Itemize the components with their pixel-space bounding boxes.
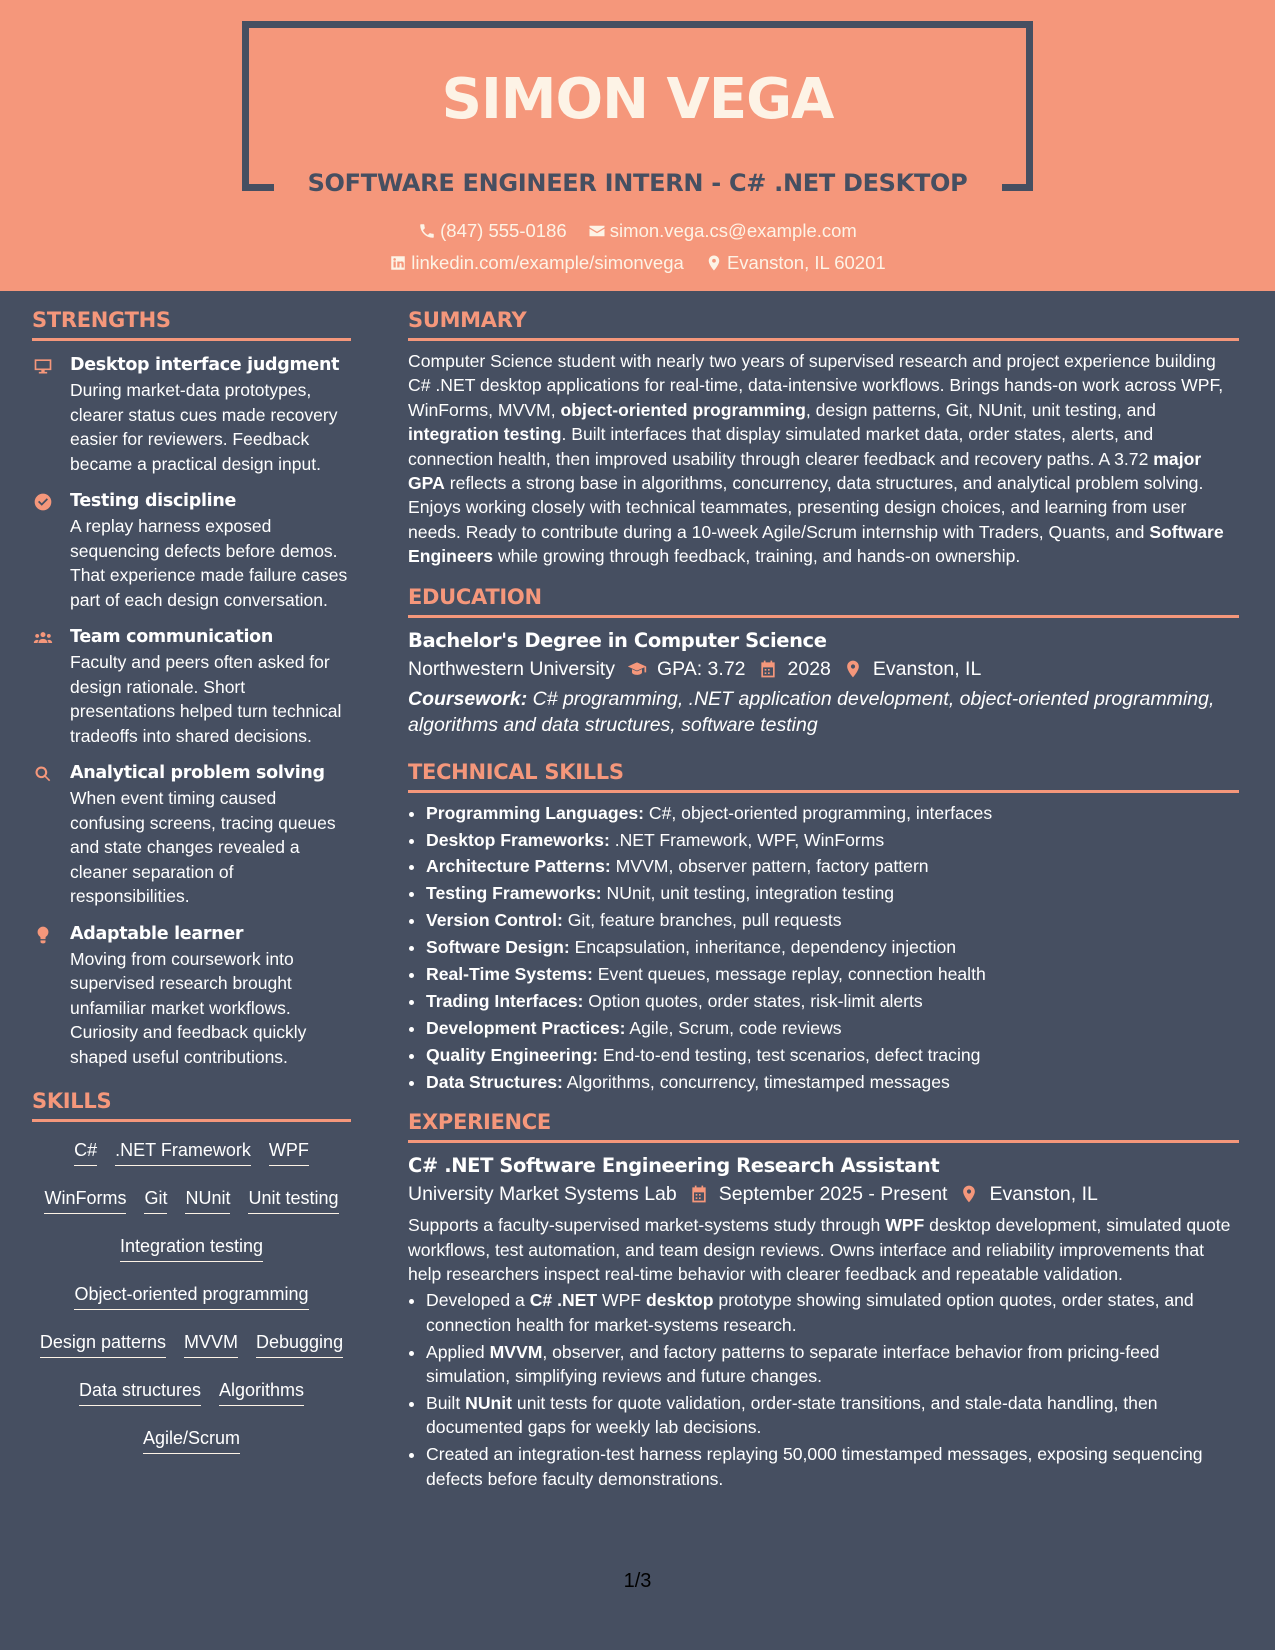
header-frame-right: [1026, 21, 1033, 191]
bold-text: WPF: [885, 1215, 925, 1236]
text-run: Created an integration-test harness replaying 50,000 timestamped messages, exposing sequencing defects before faculty demonstrations.: [426, 1444, 1203, 1489]
page-number: 1/3: [623, 1570, 652, 1592]
job-meta: [408, 1179, 1239, 1209]
coursework-label: Coursework:: [408, 687, 528, 710]
skill-tag: Agile/Scrum: [143, 1426, 240, 1454]
text-run: Applied: [426, 1341, 490, 1362]
skill-category: Data Structures:: [426, 1071, 563, 1092]
education-location: Evanston, IL: [872, 657, 982, 680]
gpa-text: GPA: 3.72: [656, 657, 746, 680]
strength-title: Desktop interface judgment: [70, 355, 340, 375]
map-pin-icon: [705, 254, 723, 272]
bold-text: NUnit: [465, 1392, 513, 1413]
bold-text: C# .NET: [529, 1290, 598, 1311]
list-item: [426, 1070, 1239, 1094]
list-item: [426, 881, 1239, 905]
skill-category: Development Practices:: [426, 1017, 626, 1038]
coursework-text: C# programming, .NET application development, object-oriented programming, algorithms and data structures, software testing: [408, 687, 1215, 736]
education-meta: [408, 654, 1239, 684]
skill-tag: Algorithms: [219, 1378, 304, 1406]
skill-tag: WinForms: [44, 1186, 126, 1214]
skill-category: Real-Time Systems:: [426, 964, 593, 985]
list-item: [426, 1391, 1239, 1440]
candidate-role: SOFTWARE ENGINEER INTERN - C# .NET DESKTOP: [307, 169, 968, 197]
section-divider: [408, 338, 1239, 341]
skill-tag: .NET Framework: [115, 1138, 251, 1166]
text-run: Developed a: [426, 1290, 530, 1311]
skill-tag: Unit testing: [248, 1186, 338, 1214]
strength-title: Analytical problem solving: [70, 763, 325, 783]
text-run: desktop development, simulated quote workflows, test automation, and team design reviews. Owns interface and reliability improvements that help researchers inspect real-time behavior with clearer feedback and repeatable validation.: [408, 1215, 1231, 1284]
strength-text: Faculty and peers often asked for design rationale. Short presentations helped turn technical tradeoffs into shared decisions.: [70, 652, 342, 746]
strengths-section: [32, 306, 351, 1069]
list-item: [426, 801, 1239, 825]
text-run: , design patterns, Git, NUnit, unit testing, and: [805, 399, 1156, 420]
skill-values: NUnit, unit testing, integration testing: [601, 883, 895, 904]
skill-tag: WPF: [269, 1138, 309, 1166]
bold-text: MVVM: [489, 1341, 543, 1362]
skill-values: Git, feature branches, pull requests: [562, 910, 842, 931]
graduation-year: 2028: [787, 657, 831, 680]
job-dates: September 2025 - Present: [718, 1183, 948, 1206]
section-divider: [32, 1119, 351, 1122]
contact-row-1: [0, 219, 1275, 246]
email-icon: [588, 222, 606, 240]
linkedin-text: linkedin.com/example/simonvega: [411, 252, 684, 273]
education-section: [408, 583, 1239, 738]
skill-category: Architecture Patterns:: [426, 856, 611, 877]
section-title: EDUCATION: [408, 584, 542, 609]
skill-values: End-to-end testing, test scenarios, defect tracing: [598, 1044, 981, 1065]
candidate-name: SIMON VEGA: [441, 67, 834, 132]
section-divider: [408, 615, 1239, 618]
text-run: Supports a faculty-supervised market-systems study through: [408, 1215, 886, 1236]
skill-category: Version Control:: [426, 910, 563, 931]
skill-values: Algorithms, concurrency, timestamped messages: [562, 1071, 950, 1092]
skill-tag: Git: [144, 1186, 167, 1214]
strength-text: Moving from coursework into supervised research brought unfamiliar market workflows. Curiosity and feedback quickly shaped useful contributions.: [70, 948, 307, 1067]
strength-text: A replay harness exposed sequencing defects before demos. That experience made failure cases part of each design conversation.: [70, 516, 348, 610]
skill-category: Quality Engineering:: [426, 1044, 599, 1065]
skill-category: Trading Interfaces:: [426, 991, 584, 1011]
list-item: [426, 1288, 1239, 1337]
list-item: [426, 854, 1239, 878]
text-run: , observer, and factory patterns to separate interface behavior from pricing-feed simulation, simplifying reviews and future changes.: [426, 1341, 1160, 1387]
strength-item: [32, 353, 351, 476]
phone-text: (847) 555-0186: [440, 220, 567, 241]
skill-category: Desktop Frameworks:: [426, 829, 610, 850]
left-column: [32, 306, 351, 1468]
skill-tag: C#: [74, 1138, 97, 1166]
skill-tag: Object-oriented programming: [74, 1282, 308, 1310]
technical-skills-list: [408, 801, 1239, 1094]
list-item: [426, 1442, 1239, 1491]
phone-contact[interactable]: [418, 219, 567, 243]
strength-item: [32, 489, 351, 612]
list-item: [426, 1016, 1239, 1040]
strength-item: [32, 625, 351, 748]
check-circle-icon: [32, 492, 54, 512]
map-pin-icon: [959, 1184, 979, 1204]
section-divider: [408, 790, 1239, 793]
text-run: while growing through feedback, training, and hands-on ownership.: [493, 546, 1021, 567]
bold-text: object-oriented programming: [560, 399, 806, 420]
strength-text: When event timing caused confusing screens, tracing queues and state changes revealed a cleaner separation of responsibilities.: [70, 788, 336, 906]
skill-values: Event queues, message replay, connection health: [592, 964, 986, 985]
bold-text: major GPA: [408, 448, 1202, 494]
calendar-icon: [689, 1184, 709, 1204]
skill-values: Option quotes, order states, risk-limit alerts: [583, 991, 923, 1011]
map-pin-icon: [843, 659, 863, 679]
list-item: [426, 908, 1239, 932]
strength-title: Testing discipline: [70, 491, 237, 511]
text-run: Built: [426, 1392, 466, 1413]
job-description: [408, 1213, 1239, 1286]
degree-title: Bachelor's Degree in Computer Science: [408, 628, 827, 652]
section-title: SUMMARY: [408, 308, 527, 332]
job-location: Evanston, IL: [989, 1183, 1098, 1206]
list-item: [426, 989, 1239, 1013]
lightbulb-icon: [32, 925, 54, 945]
strength-title: Adaptable learner: [70, 923, 244, 944]
section-title: SKILLS: [32, 1089, 112, 1113]
experience-section: [408, 1108, 1239, 1491]
list-item: [426, 828, 1239, 852]
bold-text: desktop: [646, 1290, 714, 1311]
graduation-cap-icon: [627, 659, 647, 679]
search-icon: [32, 764, 54, 784]
text-run: unit tests for quote validation, order-state transitions, and stale-data handling, then documented gaps for weekly lab decisions.: [426, 1392, 1158, 1438]
skill-values: C#, object-oriented programming, interfaces: [644, 802, 993, 823]
list-item: [426, 935, 1239, 959]
calendar-icon: [758, 659, 778, 679]
skill-category: Testing Frameworks:: [426, 883, 602, 904]
location-contact: [705, 251, 886, 275]
skill-values: Encapsulation, inheritance, dependency injection: [569, 937, 957, 958]
linkedin-contact[interactable]: [389, 251, 684, 275]
location-text: Evanston, IL 60201: [726, 252, 886, 273]
strength-title: Team communication: [70, 627, 274, 647]
skills-section: [32, 1087, 351, 1454]
section-title: STRENGTHS: [32, 308, 171, 332]
section-divider: [408, 1140, 1239, 1143]
skill-tag: Integration testing: [120, 1234, 263, 1262]
skill-tag: Design patterns: [40, 1330, 166, 1358]
job-bullets: [408, 1288, 1239, 1491]
technical-skills-section: [408, 758, 1239, 1094]
phone-icon: [418, 222, 436, 240]
skill-category: Programming Languages:: [426, 802, 644, 823]
text-run: . Built interfaces that display simulated market data, order states, alerts, and connection health, then improved usability through clearer feedback and recovery paths. A 3.72: [408, 424, 1154, 469]
job-title: C# .NET Software Engineering Research Assistant: [408, 1154, 940, 1178]
email-contact[interactable]: [588, 219, 857, 243]
strength-item: [32, 761, 351, 909]
skill-tag: MVVM: [184, 1330, 238, 1358]
skill-tags: [32, 1138, 351, 1454]
resume-header: [0, 0, 1275, 291]
right-column: [408, 306, 1239, 1505]
skill-category: Software Design:: [426, 937, 570, 958]
skill-tag: NUnit: [185, 1186, 230, 1214]
text-run: reflects a strong base in algorithms, concurrency, data structures, and analytical problem solving. Enjoys working closely with technical teammates, presenting design choices, and learning from user needs. Ready to contribute during a 10-week Agile/Scrum internship with Traders, Quants, and: [408, 473, 1204, 542]
skill-tag: Data structures: [79, 1378, 201, 1406]
section-title: EXPERIENCE: [408, 1110, 551, 1135]
skill-values: Agile, Scrum, code reviews: [625, 1017, 842, 1038]
organization-name: University Market Systems Lab: [408, 1183, 677, 1206]
section-divider: [32, 338, 351, 341]
skill-tag: Debugging: [256, 1330, 343, 1358]
list-item: [426, 1043, 1239, 1067]
strength-item: [32, 922, 351, 1070]
monitor-icon: [32, 356, 54, 376]
summary-section: [408, 306, 1239, 569]
list-item: [426, 1340, 1239, 1389]
header-frame: [242, 21, 1033, 28]
bold-text: Software Engineers: [408, 521, 1224, 567]
text-run: WPF: [597, 1290, 647, 1311]
text-run: Computer Science student with nearly two years of supervised research and project experience building C# .NET desktop applications for real-time, data-intensive workflows. Brings hands-on work across WPF, WinForms, MVVM,: [408, 351, 1224, 420]
strength-text: During market-data prototypes, clearer status cues made recovery easier for reviewers. Feedback became a practical design input.: [70, 380, 338, 474]
section-title: TECHNICAL SKILLS: [408, 759, 624, 784]
contact-row-2: [0, 251, 1275, 278]
list-item: [426, 962, 1239, 986]
skill-values: MVVM, observer pattern, factory pattern: [610, 856, 929, 877]
bold-text: integration testing: [408, 424, 562, 445]
text-run: prototype showing simulated option quotes, order states, and connection health for market-systems research.: [426, 1290, 1194, 1335]
linkedin-icon: [389, 254, 407, 272]
summary-text: [408, 349, 1239, 569]
email-text: simon.vega.cs@example.com: [609, 220, 857, 241]
school-name: Northwestern University: [408, 657, 615, 680]
coursework: [408, 686, 1239, 738]
skill-values: .NET Framework, WPF, WinForms: [609, 829, 885, 850]
header-frame-left: [242, 21, 249, 191]
users-icon: [32, 628, 54, 648]
